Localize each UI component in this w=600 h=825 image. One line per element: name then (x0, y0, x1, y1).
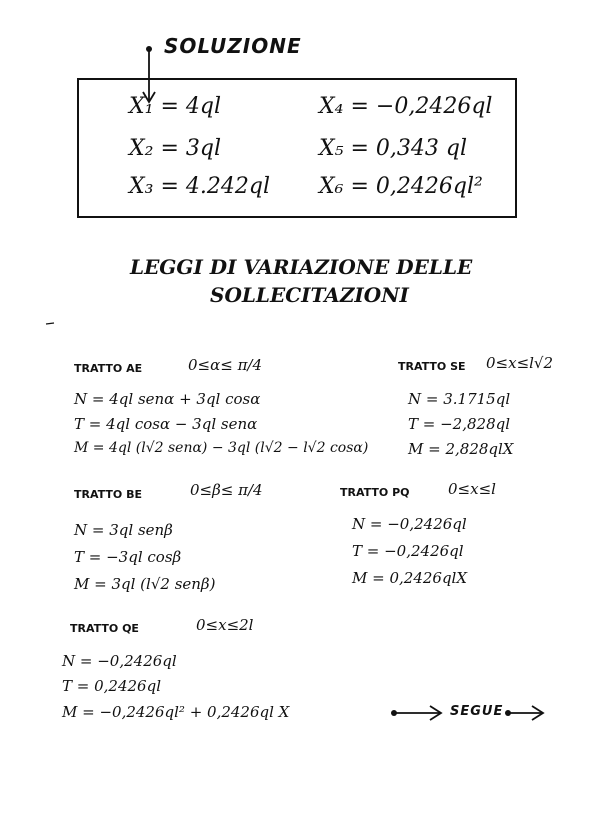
solution-box (77, 78, 517, 218)
segue-left-arrow-icon (391, 706, 441, 720)
solution-x4: X₄ = −0,2426ql (319, 94, 493, 119)
tratto-se-label: TRATTO SE (398, 360, 466, 373)
tratto-ae-m: M = 4ql (l√2 senα) − 3ql (l√2 − l√2 cosα) (74, 440, 369, 456)
tratto-se-range: 0≤x≤l√2 (486, 354, 554, 372)
tratto-pq-m: M = 0,2426qlX (352, 569, 468, 587)
solution-x5: X₅ = 0,343 ql (319, 136, 467, 161)
tratto-be-t: T = −3ql cosβ (74, 548, 182, 566)
tratto-ae-label: TRATTO AE (74, 362, 143, 375)
solution-title: SOLUZIONE (164, 34, 302, 58)
solution-x6: X₆ = 0,2426ql² (319, 174, 483, 199)
tratto-ae-n: N = 4ql senα + 3ql cosα (74, 390, 261, 408)
segue-right-arrow-icon (505, 706, 543, 720)
tratto-be-m: M = 3ql (l√2 senβ) (74, 575, 216, 593)
tratto-pq-range: 0≤x≤l (448, 480, 496, 498)
margin-dash (46, 323, 54, 324)
tratto-pq-n: N = −0,2426ql (352, 515, 467, 533)
tratto-qe-t: T = 0,2426ql (62, 677, 161, 695)
section-heading-line2: SOLLECITAZIONI (210, 283, 409, 307)
tratto-qe-label: TRATTO QE (70, 622, 139, 635)
tratto-qe-range: 0≤x≤2l (196, 616, 254, 634)
solution-x3: X₃ = 4.242ql (129, 174, 271, 199)
tratto-qe-n: N = −0,2426ql (62, 652, 177, 670)
segue-label: SEGUE (450, 704, 504, 719)
tratto-ae-range: 0≤α≤ π/4 (188, 356, 263, 374)
tratto-pq-t: T = −0,2426ql (352, 542, 464, 560)
tratto-se-n: N = 3.1715ql (408, 390, 511, 408)
tratto-be-n: N = 3ql senβ (74, 521, 173, 539)
solution-x2: X₂ = 3ql (129, 136, 222, 161)
tratto-pq-label: TRATTO PQ (340, 486, 410, 499)
tratto-se-m: M = 2,828qlX (408, 440, 514, 458)
tratto-be-range: 0≤β≤ π/4 (190, 481, 263, 499)
tratto-be-label: TRATTO BE (74, 488, 142, 501)
tratto-se-t: T = −2,828ql (408, 415, 511, 433)
tratto-qe-m: M = −0,2426ql² + 0,2426ql X (62, 703, 290, 721)
section-heading-line1: LEGGI DI VARIAZIONE DELLE (130, 255, 473, 279)
tratto-ae-t: T = 4ql cosα − 3ql senα (74, 415, 258, 433)
solution-x1: X₁ = 4ql (129, 94, 222, 119)
